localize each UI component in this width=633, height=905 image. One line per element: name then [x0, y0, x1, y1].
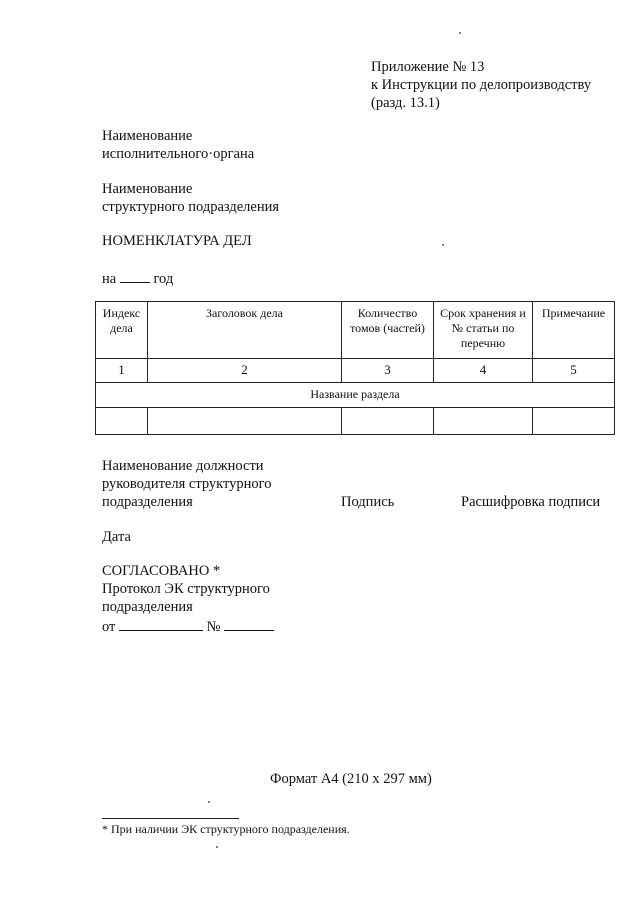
signer-position-block [102, 457, 272, 511]
signature-label: Подпись [341, 494, 395, 510]
col-number-3: 3 [342, 359, 434, 383]
appendix-number: Приложение № 13 [371, 59, 485, 75]
scan-speck [442, 244, 444, 246]
header-index: Индекс дела [96, 302, 148, 359]
year-blank [120, 268, 150, 283]
org-name-label: Наименование [102, 128, 193, 144]
agreed-number-label: № [206, 619, 221, 635]
table-number-row [96, 359, 615, 383]
table-cell [434, 408, 533, 435]
table-cell [96, 408, 148, 435]
unit-name-label: Наименование [102, 181, 193, 197]
col-number-1: 1 [96, 359, 148, 383]
table-cell [533, 408, 615, 435]
appendix-instruction: к Инструкции по делопроизводству [371, 77, 592, 93]
col-number-4: 4 [434, 359, 533, 383]
unit-name-block [102, 180, 279, 216]
appendix-section: (разд. 13.1) [371, 95, 440, 111]
table-section-row [96, 383, 615, 408]
agreed-title: СОГЛАСОВАНО * [102, 563, 221, 579]
header-title: Заголовок дела [148, 302, 342, 359]
signer-position-line1: Наименование должности [102, 458, 264, 474]
col-number-5: 5 [533, 359, 615, 383]
table-row [96, 408, 615, 435]
col-number-2: 2 [148, 359, 342, 383]
signer-position-line2: руководителя структурного [102, 476, 272, 492]
table-header-row [96, 302, 615, 359]
unit-name-value: структурного подразделения [102, 199, 280, 215]
section-title: Название раздела [96, 383, 615, 408]
header-retention: Срок хранения и № статьи по перечню [434, 302, 533, 359]
year-line [102, 268, 173, 288]
agreed-from-label: от [102, 619, 116, 635]
footnote-divider [102, 818, 239, 819]
agreed-date-number-line [102, 616, 274, 636]
scan-speck [459, 32, 461, 34]
agreed-date-blank [119, 616, 203, 631]
document-title: НОМЕНКЛАТУРА ДЕЛ [102, 233, 252, 249]
table-cell [342, 408, 434, 435]
org-name-value: исполнительного·органа [102, 146, 255, 162]
header-note: Примечание [533, 302, 615, 359]
header-volumes: Количество томов (частей) [342, 302, 434, 359]
signer-position-line3: подразделения [102, 494, 193, 510]
agreed-number-blank [224, 616, 274, 631]
agreed-block [102, 562, 274, 636]
year-prefix: на [102, 271, 117, 287]
format-note: Формат А4 (210 х 297 мм) [270, 771, 432, 787]
org-name-block [102, 127, 254, 163]
signature-decode-label: Расшифровка подписи [461, 494, 601, 510]
year-suffix: год [153, 271, 174, 287]
scan-speck [208, 801, 210, 803]
scan-speck [216, 846, 218, 848]
date-label: Дата [102, 529, 131, 545]
appendix-header [371, 58, 591, 112]
table-cell [148, 408, 342, 435]
agreed-protocol: Протокол ЭК структурного [102, 581, 270, 597]
nomenclature-table [95, 301, 615, 435]
agreed-unit: подразделения [102, 599, 193, 615]
footnote: * При наличии ЭК структурного подразделения. [102, 822, 350, 836]
